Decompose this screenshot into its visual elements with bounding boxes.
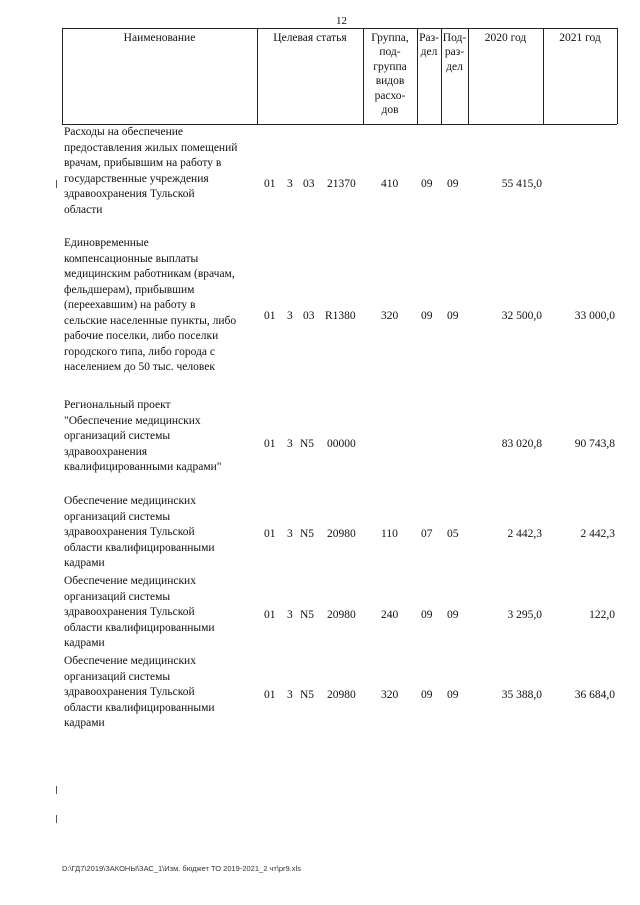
- section: 09: [421, 609, 433, 621]
- row-name-line: (переехавшим) на работу в: [64, 299, 196, 311]
- header-group-line: под-: [379, 46, 401, 59]
- section: 07: [421, 528, 433, 540]
- amount-2021: 90 743,8: [574, 438, 615, 450]
- code-subprogram: 3: [287, 310, 293, 322]
- code-program: 01: [264, 310, 276, 322]
- code-event: N5: [300, 438, 315, 450]
- row-name-line: здравоохранения: [64, 445, 148, 458]
- header-top-border: [62, 28, 617, 29]
- section: 09: [421, 310, 433, 322]
- code-direction: 20980: [327, 609, 356, 621]
- row-name-line: кадрами: [64, 637, 105, 649]
- amount-2020: 35 388,0: [501, 689, 542, 701]
- row-name-line: государственные учреждения: [64, 172, 209, 185]
- row-name: [64, 398, 264, 476]
- page-number: 12: [336, 15, 347, 27]
- code-subprogram: 3: [287, 609, 293, 621]
- row-name-line: кадрами: [64, 557, 105, 569]
- row-name-line: компенсационные выплаты: [64, 252, 199, 265]
- header-section: [417, 31, 441, 60]
- header-subsection-line: раз-: [444, 46, 465, 59]
- row-name: [64, 494, 264, 572]
- row-name-line: здравоохранения Тульской: [64, 188, 195, 200]
- row-name-line: Единовременные: [64, 237, 149, 249]
- row-name: [64, 654, 264, 732]
- code-event: 03: [303, 310, 315, 322]
- amount-2021: 36 684,0: [574, 689, 615, 701]
- expense-group: 240: [381, 609, 399, 621]
- row-name-line: организаций системы: [64, 430, 171, 442]
- code-subprogram: 3: [287, 178, 293, 190]
- subsection: 05: [447, 528, 459, 540]
- row-name-line: Обеспечение медицинских: [64, 575, 196, 587]
- row-name-line: области квалифицированными: [64, 541, 215, 554]
- expense-group: 410: [381, 178, 399, 190]
- code-direction: 20980: [327, 528, 356, 540]
- margin-mark: [56, 786, 57, 794]
- code-event: N5: [300, 528, 315, 540]
- row-name-line: области: [64, 203, 103, 216]
- code-subprogram: 3: [287, 438, 293, 450]
- amount-2021: 122,0: [589, 609, 615, 621]
- row-name-line: квалифицированными кадрами": [64, 461, 222, 473]
- subsection: 09: [447, 310, 459, 322]
- expense-group: 110: [381, 528, 398, 540]
- header-group-line: Группа,: [371, 32, 409, 44]
- row-name-line: населением до 50 тыс. человек: [64, 361, 215, 373]
- row-name-line: Региональный проект: [64, 399, 171, 411]
- margin-mark: [56, 815, 57, 823]
- row-name-line: "Обеспечение медицинских: [64, 414, 201, 427]
- header-name: Наименование: [123, 32, 196, 44]
- code-event: N5: [300, 689, 315, 701]
- header-subsection: [441, 31, 468, 74]
- row-name: [64, 236, 264, 376]
- code-program: 01: [264, 609, 276, 621]
- row-name-line: рабочие поселки, либо поселки: [64, 330, 219, 342]
- code-direction: 21370: [327, 178, 356, 190]
- header-group: [363, 31, 417, 117]
- footer-file-path: D:\ГД7\2019\ЗАКОНЫ\ЗАС_1\Изм. бюджет ТО 2019-2021_2 чт\pr9.xls: [62, 864, 301, 873]
- row-name-line: здравоохранения Тульской: [64, 526, 195, 538]
- row-name-line: городского типа, либо города с: [64, 345, 215, 358]
- amount-2020: 55 415,0: [501, 178, 542, 190]
- header-group-line: видов: [375, 75, 405, 88]
- row-name-line: сельские населенные пункты, либо: [64, 314, 237, 327]
- amount-2020: 2 442,3: [507, 528, 542, 540]
- subsection: 09: [447, 689, 459, 701]
- row-name-line: врачам, прибывшим на работу в: [64, 157, 222, 169]
- row-name-line: здравоохранения Тульской: [64, 606, 195, 618]
- row-name: [64, 125, 264, 218]
- row-name-line: фельдшерам), прибывшим: [64, 283, 195, 296]
- header-subsection-line: дел: [446, 60, 463, 73]
- code-subprogram: 3: [287, 689, 293, 701]
- row-name-line: медицинским работникам (врачам,: [64, 268, 235, 280]
- code-program: 01: [264, 438, 276, 450]
- row-name-line: организаций системы: [64, 590, 171, 603]
- header-year-2020: 2020 год: [484, 32, 527, 44]
- row-name-line: организаций системы: [64, 510, 171, 523]
- code-program: 01: [264, 528, 276, 540]
- row-name-line: организаций системы: [64, 670, 171, 683]
- row-name-line: области квалифицированными: [64, 701, 215, 714]
- header-section-line: Раз-: [419, 32, 439, 44]
- subsection: 09: [447, 178, 459, 190]
- row-name-line: области квалифицированными: [64, 621, 215, 634]
- code-direction: 00000: [327, 438, 356, 450]
- header-year-2021: 2021 год: [559, 32, 601, 44]
- header-group-line: расхо-: [374, 89, 406, 102]
- amount-2020: 32 500,0: [501, 310, 542, 322]
- code-event: N5: [300, 609, 315, 621]
- header-divider: [617, 28, 618, 124]
- row-name-line: Обеспечение медицинских: [64, 655, 196, 667]
- subsection: 09: [447, 609, 459, 621]
- code-direction: R1380: [325, 310, 356, 322]
- expense-group: 320: [381, 689, 399, 701]
- header-section-line: дел: [420, 46, 438, 59]
- header-subsection-line: Под-: [442, 32, 467, 44]
- code-direction: 20980: [327, 689, 356, 701]
- amount-2021: 2 442,3: [580, 528, 615, 540]
- section: 09: [421, 689, 433, 701]
- amount-2020: 3 295,0: [507, 609, 542, 621]
- section: 09: [421, 178, 433, 190]
- header-group-line: группа: [373, 60, 407, 73]
- margin-mark: [56, 180, 57, 188]
- row-name-line: здравоохранения Тульской: [64, 686, 195, 698]
- row-name-line: кадрами: [64, 717, 105, 729]
- header-target: Целевая статья: [273, 32, 347, 44]
- code-program: 01: [264, 178, 276, 190]
- expense-group: 320: [381, 310, 399, 322]
- amount-2020: 83 020,8: [501, 438, 542, 450]
- code-subprogram: 3: [287, 528, 293, 540]
- row-name-line: Обеспечение медицинских: [64, 495, 196, 507]
- row-name: [64, 574, 264, 652]
- row-name-line: предоставления жилых помещений: [64, 141, 238, 154]
- code-event: 03: [303, 178, 315, 190]
- code-program: 01: [264, 689, 276, 701]
- row-name-line: Расходы на обеспечение: [64, 126, 183, 138]
- header-group-line: дов: [381, 103, 399, 116]
- amount-2021: 33 000,0: [574, 310, 615, 322]
